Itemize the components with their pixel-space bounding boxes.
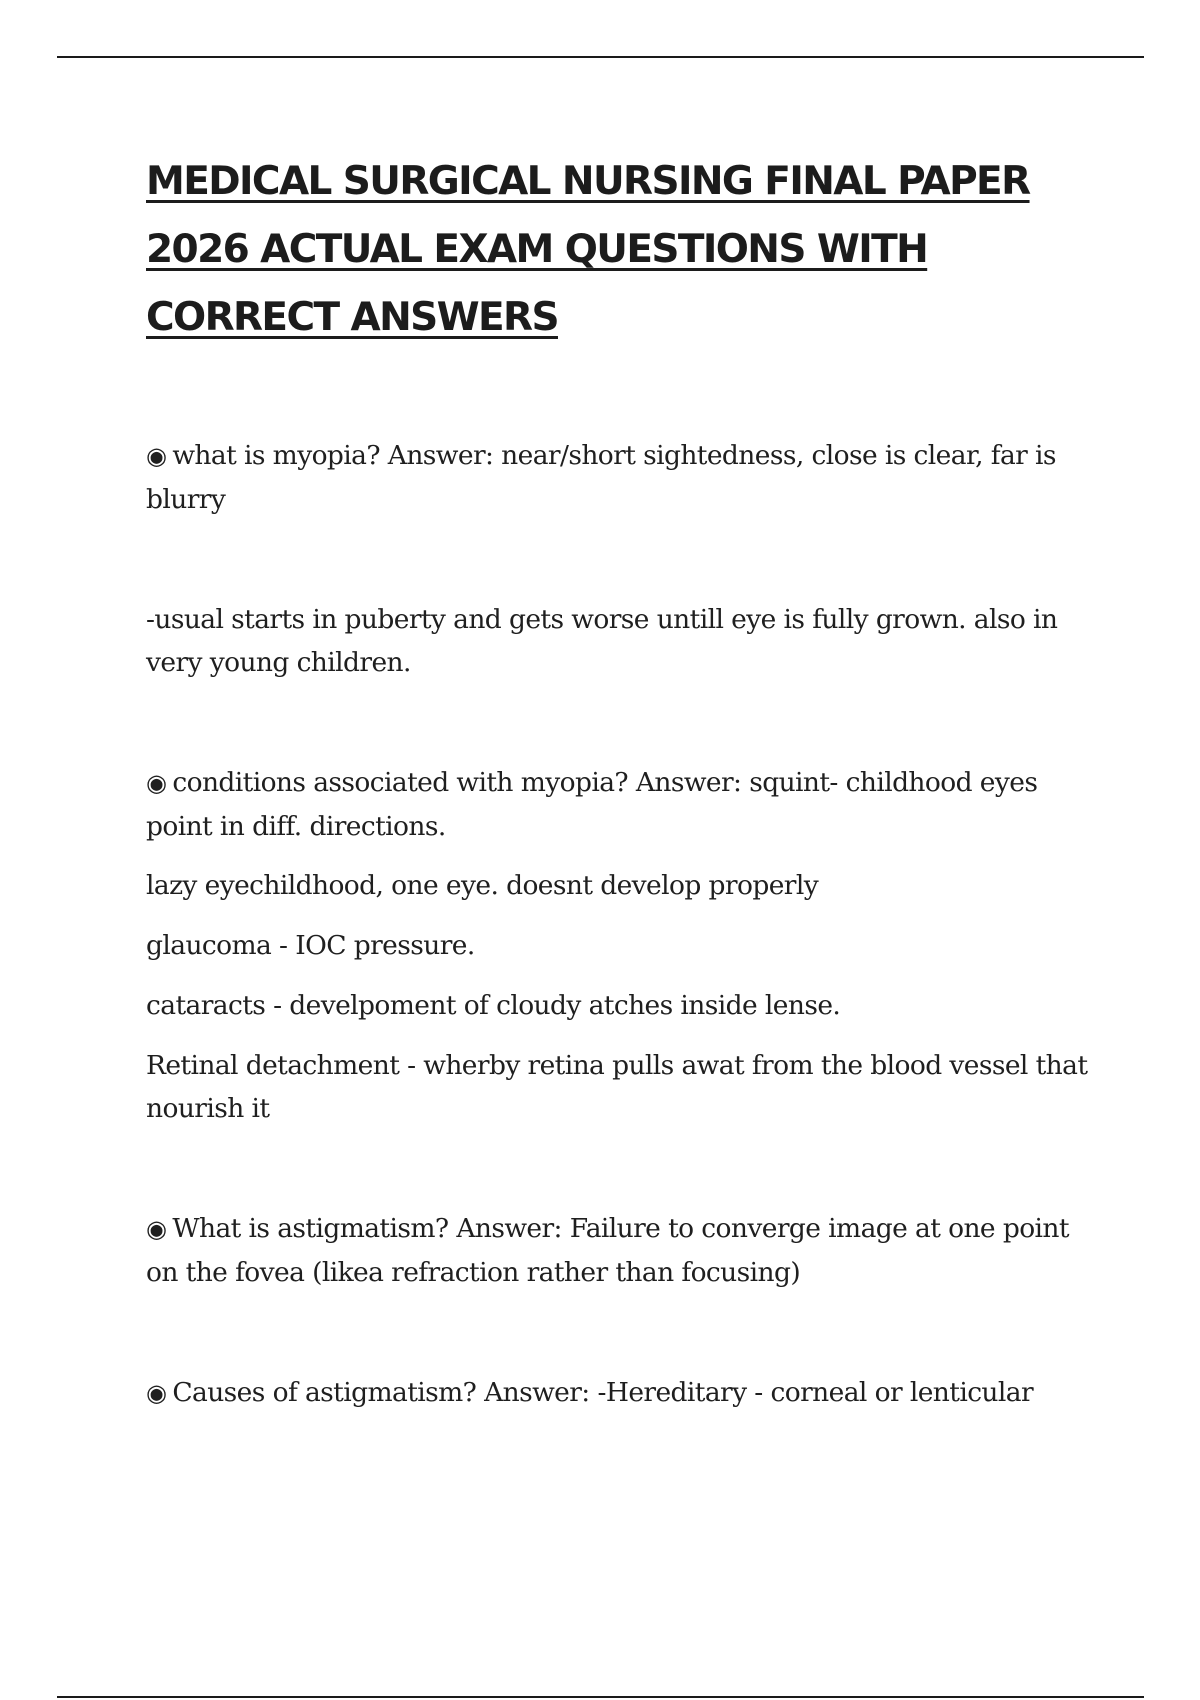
question-myopia [146,434,1096,521]
question-astigmatism-causes [146,1371,1096,1415]
question-text: what is myopia? Answer: near/short sightedness, close is clear, far is blurry [146,440,1056,515]
question-text: conditions associated with myopia? Answer: squint- childhood eyes point in diff. directions. [146,767,1038,842]
question-text: Causes of astigmatism? Answer: -Hereditary - corneal or lenticular [172,1377,1034,1408]
title-line-2: 2026 ACTUAL EXAM QUESTIONS WITH [146,227,928,272]
bullet-icon: ◉ [146,769,167,797]
condition-lazy-eye: lazy eyechildhood, one eye. doesnt develop properly [146,870,819,901]
note-myopia-onset: -usual starts in puberty and gets worse untill eye is fully grown. also in very young children. [146,604,1058,678]
bullet-icon: ◉ [146,1215,167,1243]
condition-cataracts: cataracts - develpoment of cloudy atches inside lense. [146,990,841,1021]
document-title [146,148,1096,352]
bottom-rule [57,1696,1144,1698]
question-myopia-conditions [146,761,1096,848]
title-line-3: CORRECT ANSWERS [146,295,558,340]
document-page [146,148,1096,1415]
top-rule [57,56,1144,58]
bullet-icon: ◉ [146,442,167,470]
title-line-1: MEDICAL SURGICAL NURSING FINAL PAPER [146,159,1030,204]
condition-glaucoma: glaucoma - IOC pressure. [146,930,475,961]
question-astigmatism [146,1207,1096,1294]
question-text: What is astigmatism? Answer: Failure to converge image at one point on the fovea (likea refraction rather than focusing) [146,1213,1069,1288]
condition-retinal-detachment: Retinal detachment - wherby retina pulls awat from the blood vessel that nourish it [146,1050,1088,1124]
bullet-icon: ◉ [146,1379,167,1407]
document-body [146,434,1096,1415]
